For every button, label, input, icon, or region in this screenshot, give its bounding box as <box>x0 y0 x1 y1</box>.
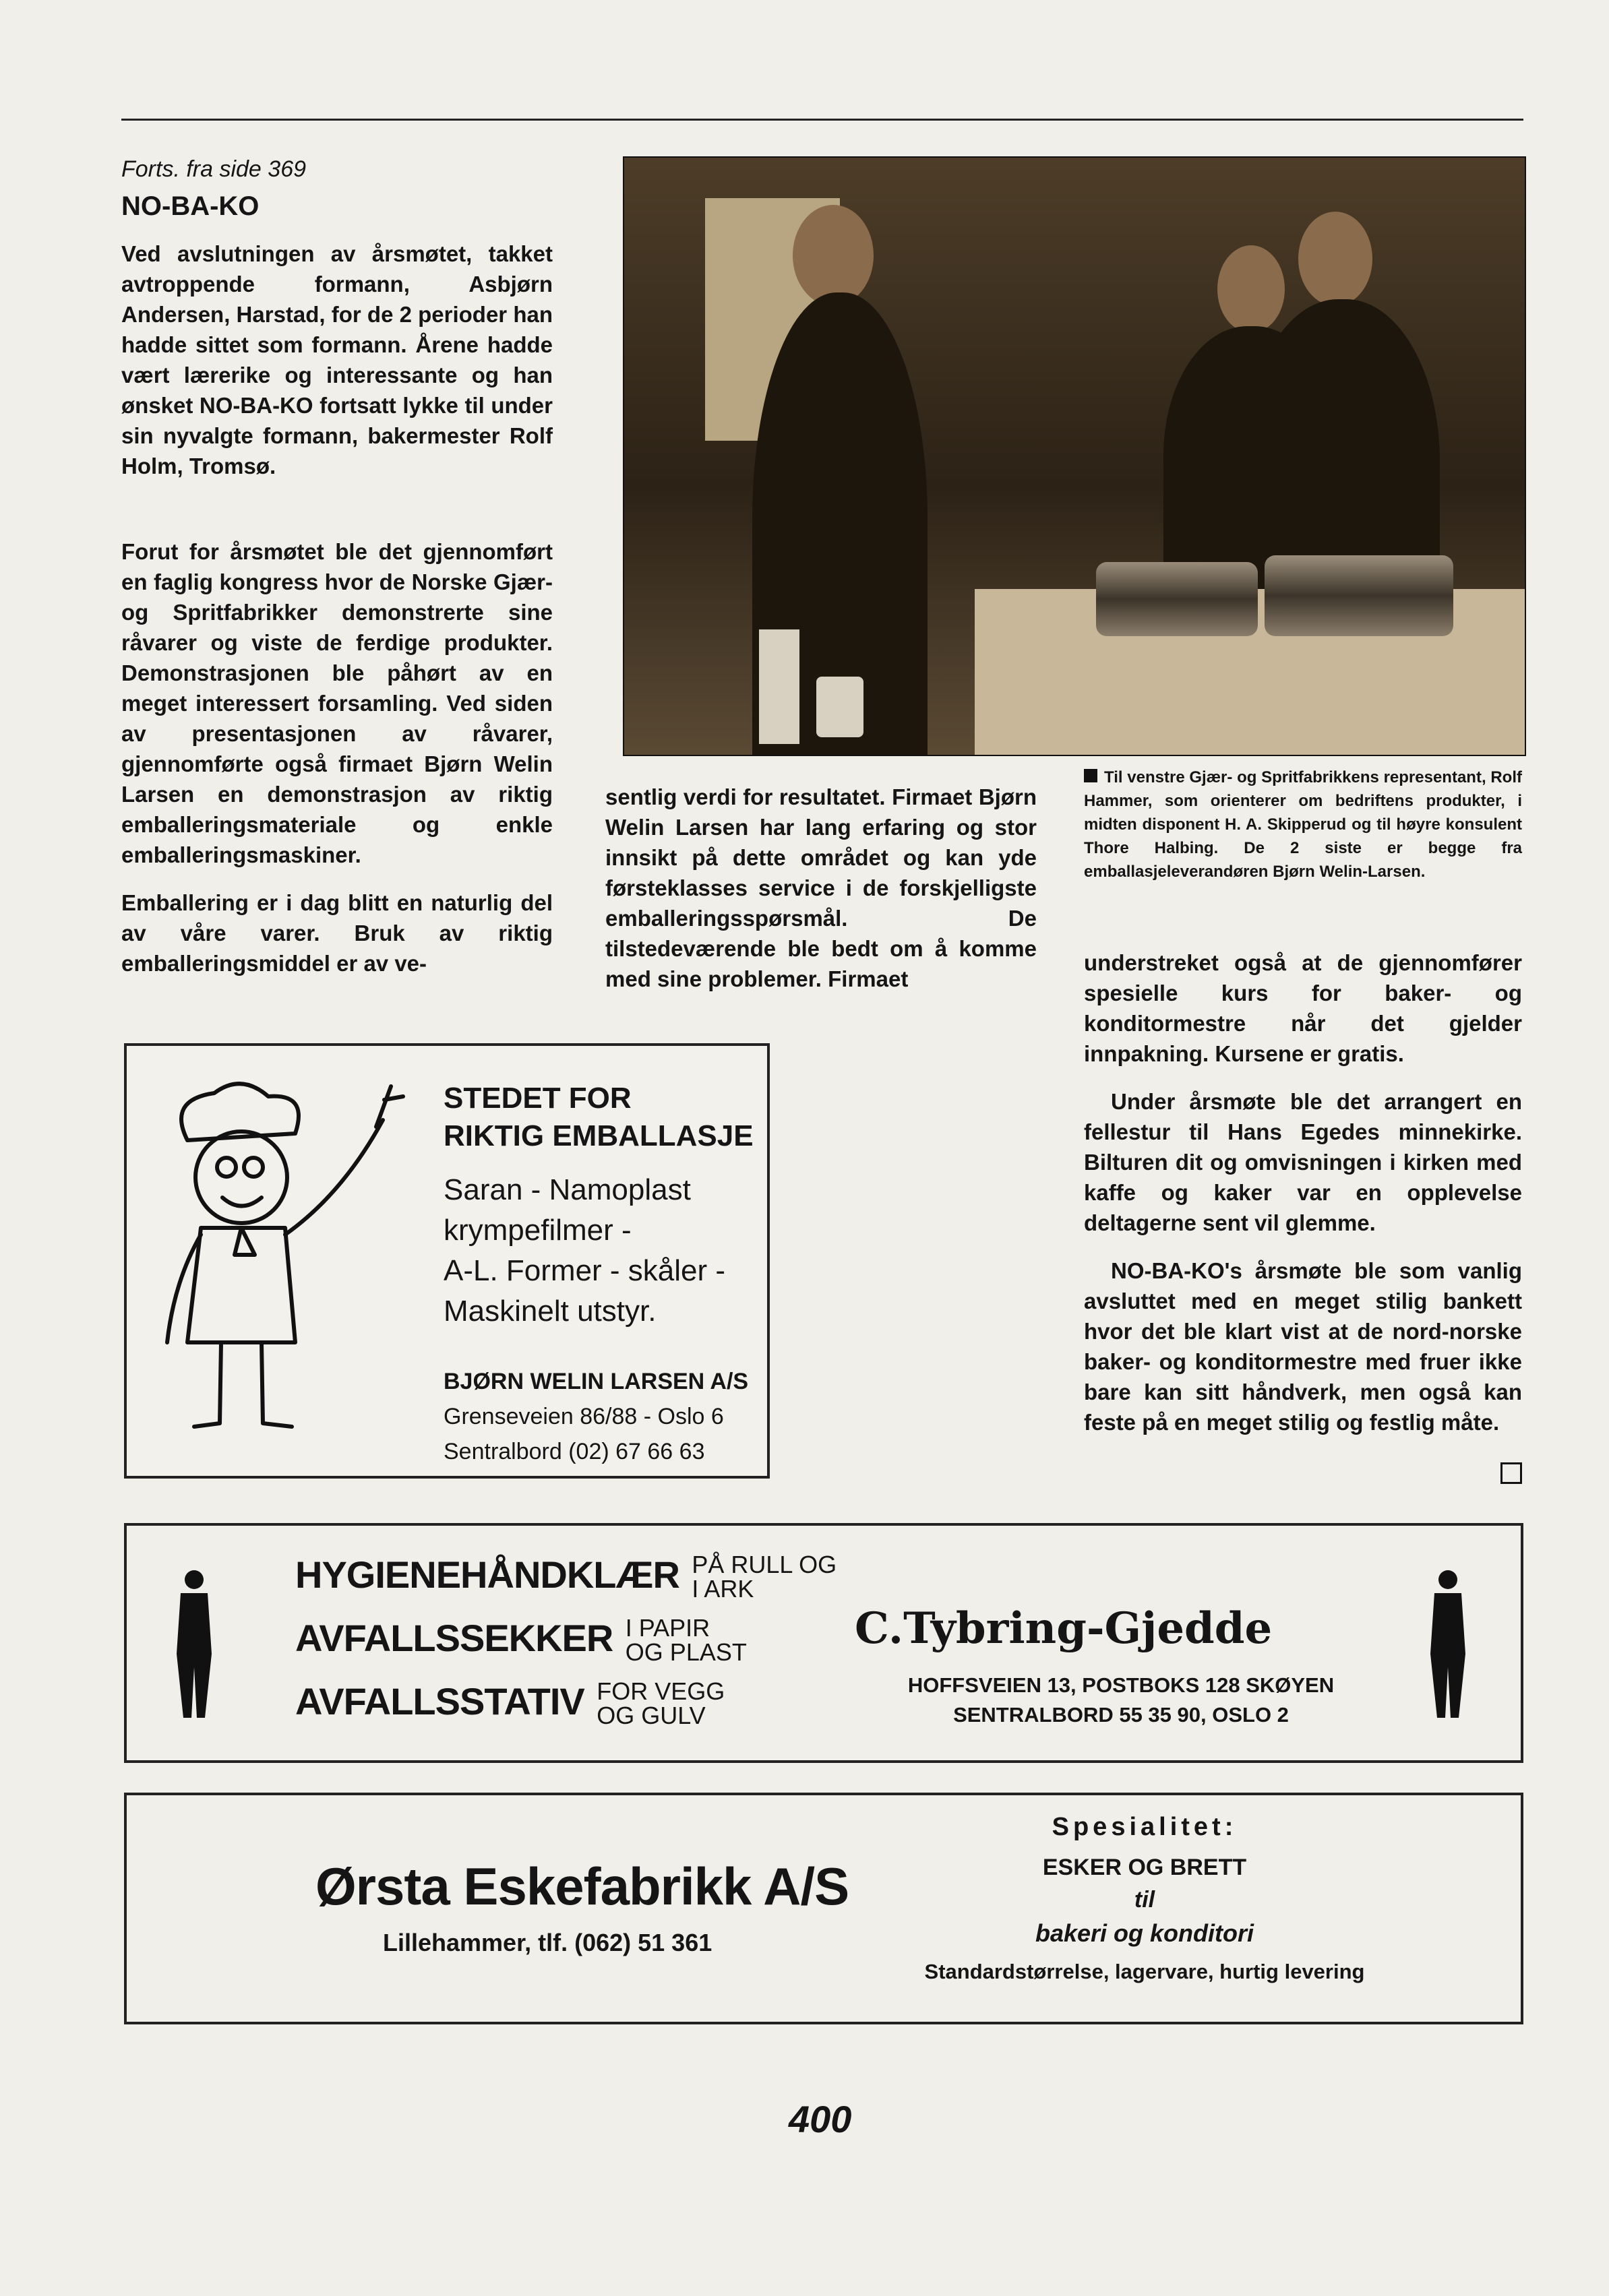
company-name: Ørsta Eskefabrikk A/S <box>315 1857 849 1916</box>
item-row-3: AVFALLSSTATIV FOR VEGG OG GULV <box>295 1677 725 1729</box>
page-number: 400 <box>789 2098 852 2140</box>
speciality-line: til <box>1134 1887 1155 1913</box>
paragraph: Emballering er i dag blitt en naturlig del av våre varer. Bruk av riktig emballeringsmiddel er av ve- <box>121 890 553 976</box>
ad-headline: STEDET FOR RIKTIG EMBALLASJE <box>444 1082 754 1152</box>
person-head <box>1217 245 1285 333</box>
speciality-line: bakeri og konditori <box>1035 1919 1254 1947</box>
paragraph: Forut for årsmøtet ble det gjennomført en faglig kongress hvor de Norske Gjær- og Spritfabrikker demonstrerte sine råvarer og viste de ferdige produkter. Demonstrasjonen ble påhørt av en meget interessert forsamling. Ved siden av presentasjonen av råvarer, gjennomførte også firmaet Bjørn Welin Larsen en demonstrasjon av riktig emballeringsmateriale og enkle emballeringsmaskiner. <box>121 539 553 867</box>
speciality-label: Spesialitet: <box>1052 1813 1238 1841</box>
company-phone: Lillehammer, tlf. (062) 51 361 <box>383 1929 712 1956</box>
continued-note: Forts. fra side 369 <box>121 156 307 182</box>
chef-illustration <box>140 1059 437 1464</box>
firm-logo: C.Tybring-Gjedde <box>855 1603 1273 1654</box>
ad-orsta <box>124 1793 1523 2024</box>
article-heading: NO-BA-KO <box>121 191 260 221</box>
item-row-2: AVFALLSSEKKER I PAPIR OG PLAST <box>295 1614 747 1666</box>
firm-address: HOFFSVEIEN 13, POSTBOKS 128 SKØYEN SENTRALBORD 55 35 90, OSLO 2 <box>907 1673 1335 1727</box>
ad-company-info: BJØRN WELIN LARSEN A/S Grenseveien 86/88 - Oslo 6 Sentralbord (02) 67 66 63 <box>444 1369 749 1464</box>
column-1 <box>121 239 553 499</box>
item-row-1: HYGIENEHÅNDKLÆR PÅ RULL OG I ARK <box>295 1551 837 1603</box>
end-mark <box>1500 1462 1522 1484</box>
ad-packaging <box>124 1043 770 1479</box>
figure-left-icon <box>167 1566 221 1721</box>
top-rule <box>121 119 1523 121</box>
paragraph: Under årsmøte ble det arrangert en fellestur til Hans Egedes minnekirke. Bilturen dit og omvisningen i kirken med kaffe og kaker var en opplevelse deltagerne sent vil glemme. <box>1084 1089 1522 1235</box>
ad-hygiene <box>124 1523 1523 1763</box>
paragraph: Ved avslutningen av årsmøtet, takket avtroppende formann, Asbjørn Andersen, Harstad, for de 2 perioder han hadde sittet som formann. Årene hadde vært lærerike og interessante og han ønsket NO-BA-KO fortsatt lykke til under sin nyvalgte formann, bakermester Rolf Holm, Tromsø. <box>121 241 553 478</box>
product-jar <box>816 677 863 737</box>
ad-products: Saran - Namoplast krympefilmer - A-L. Former - skåler - Maskinelt utstyr. <box>444 1173 726 1328</box>
speciality-line: ESKER OG BRETT <box>1042 1855 1247 1880</box>
photo-caption: Til venstre Gjær- og Spritfabrikkens representant, Rolf Hammer, som orienterer om bedriftens produkter, i midten disponent H. A. Skipperud og til høyre konsulent Thore Halbing. De 2 siste er begge fra emballasjeleverandøren Bjørn Welin-Larsen. <box>1084 768 1522 881</box>
person-head <box>793 205 874 306</box>
machine-drum <box>1096 562 1258 636</box>
column-3 <box>1084 948 1522 1455</box>
person-head <box>1298 212 1372 306</box>
figure-right-icon <box>1421 1566 1475 1721</box>
speciality-line: Standardstørrelse, lagervare, hurtig levering <box>924 1960 1365 1983</box>
product-bottle <box>759 629 799 744</box>
machine-drum <box>1265 555 1453 636</box>
event-photo <box>623 156 1526 756</box>
paragraph: sentlig verdi for resultatet. Firmaet Bjørn Welin Larsen har lang erfaring og stor innsikt på dette området og kan yde førsteklasses service i de forskjelligste emballeringsspørsmål. De tilstedeværende ble bedt om å komme med sine problemer. Firmaet <box>605 784 1037 991</box>
column-1-lower <box>121 536 553 996</box>
caption-marker <box>1084 769 1097 782</box>
paragraph: understreket også at de gjennomfører spesielle kurs for baker- og konditormestre når det gjelder innpakning. Kursene er gratis. <box>1084 950 1522 1066</box>
column-2 <box>605 782 1037 1012</box>
paragraph: NO-BA-KO's årsmøte ble som vanlig avsluttet med en meget stilig bankett hvor det ble klart vist at de nord-norske baker- og konditormestre med fruer ikke bare kan sitt håndverk, men også kan feste på en meget stilig og festlig måte. <box>1084 1258 1522 1435</box>
